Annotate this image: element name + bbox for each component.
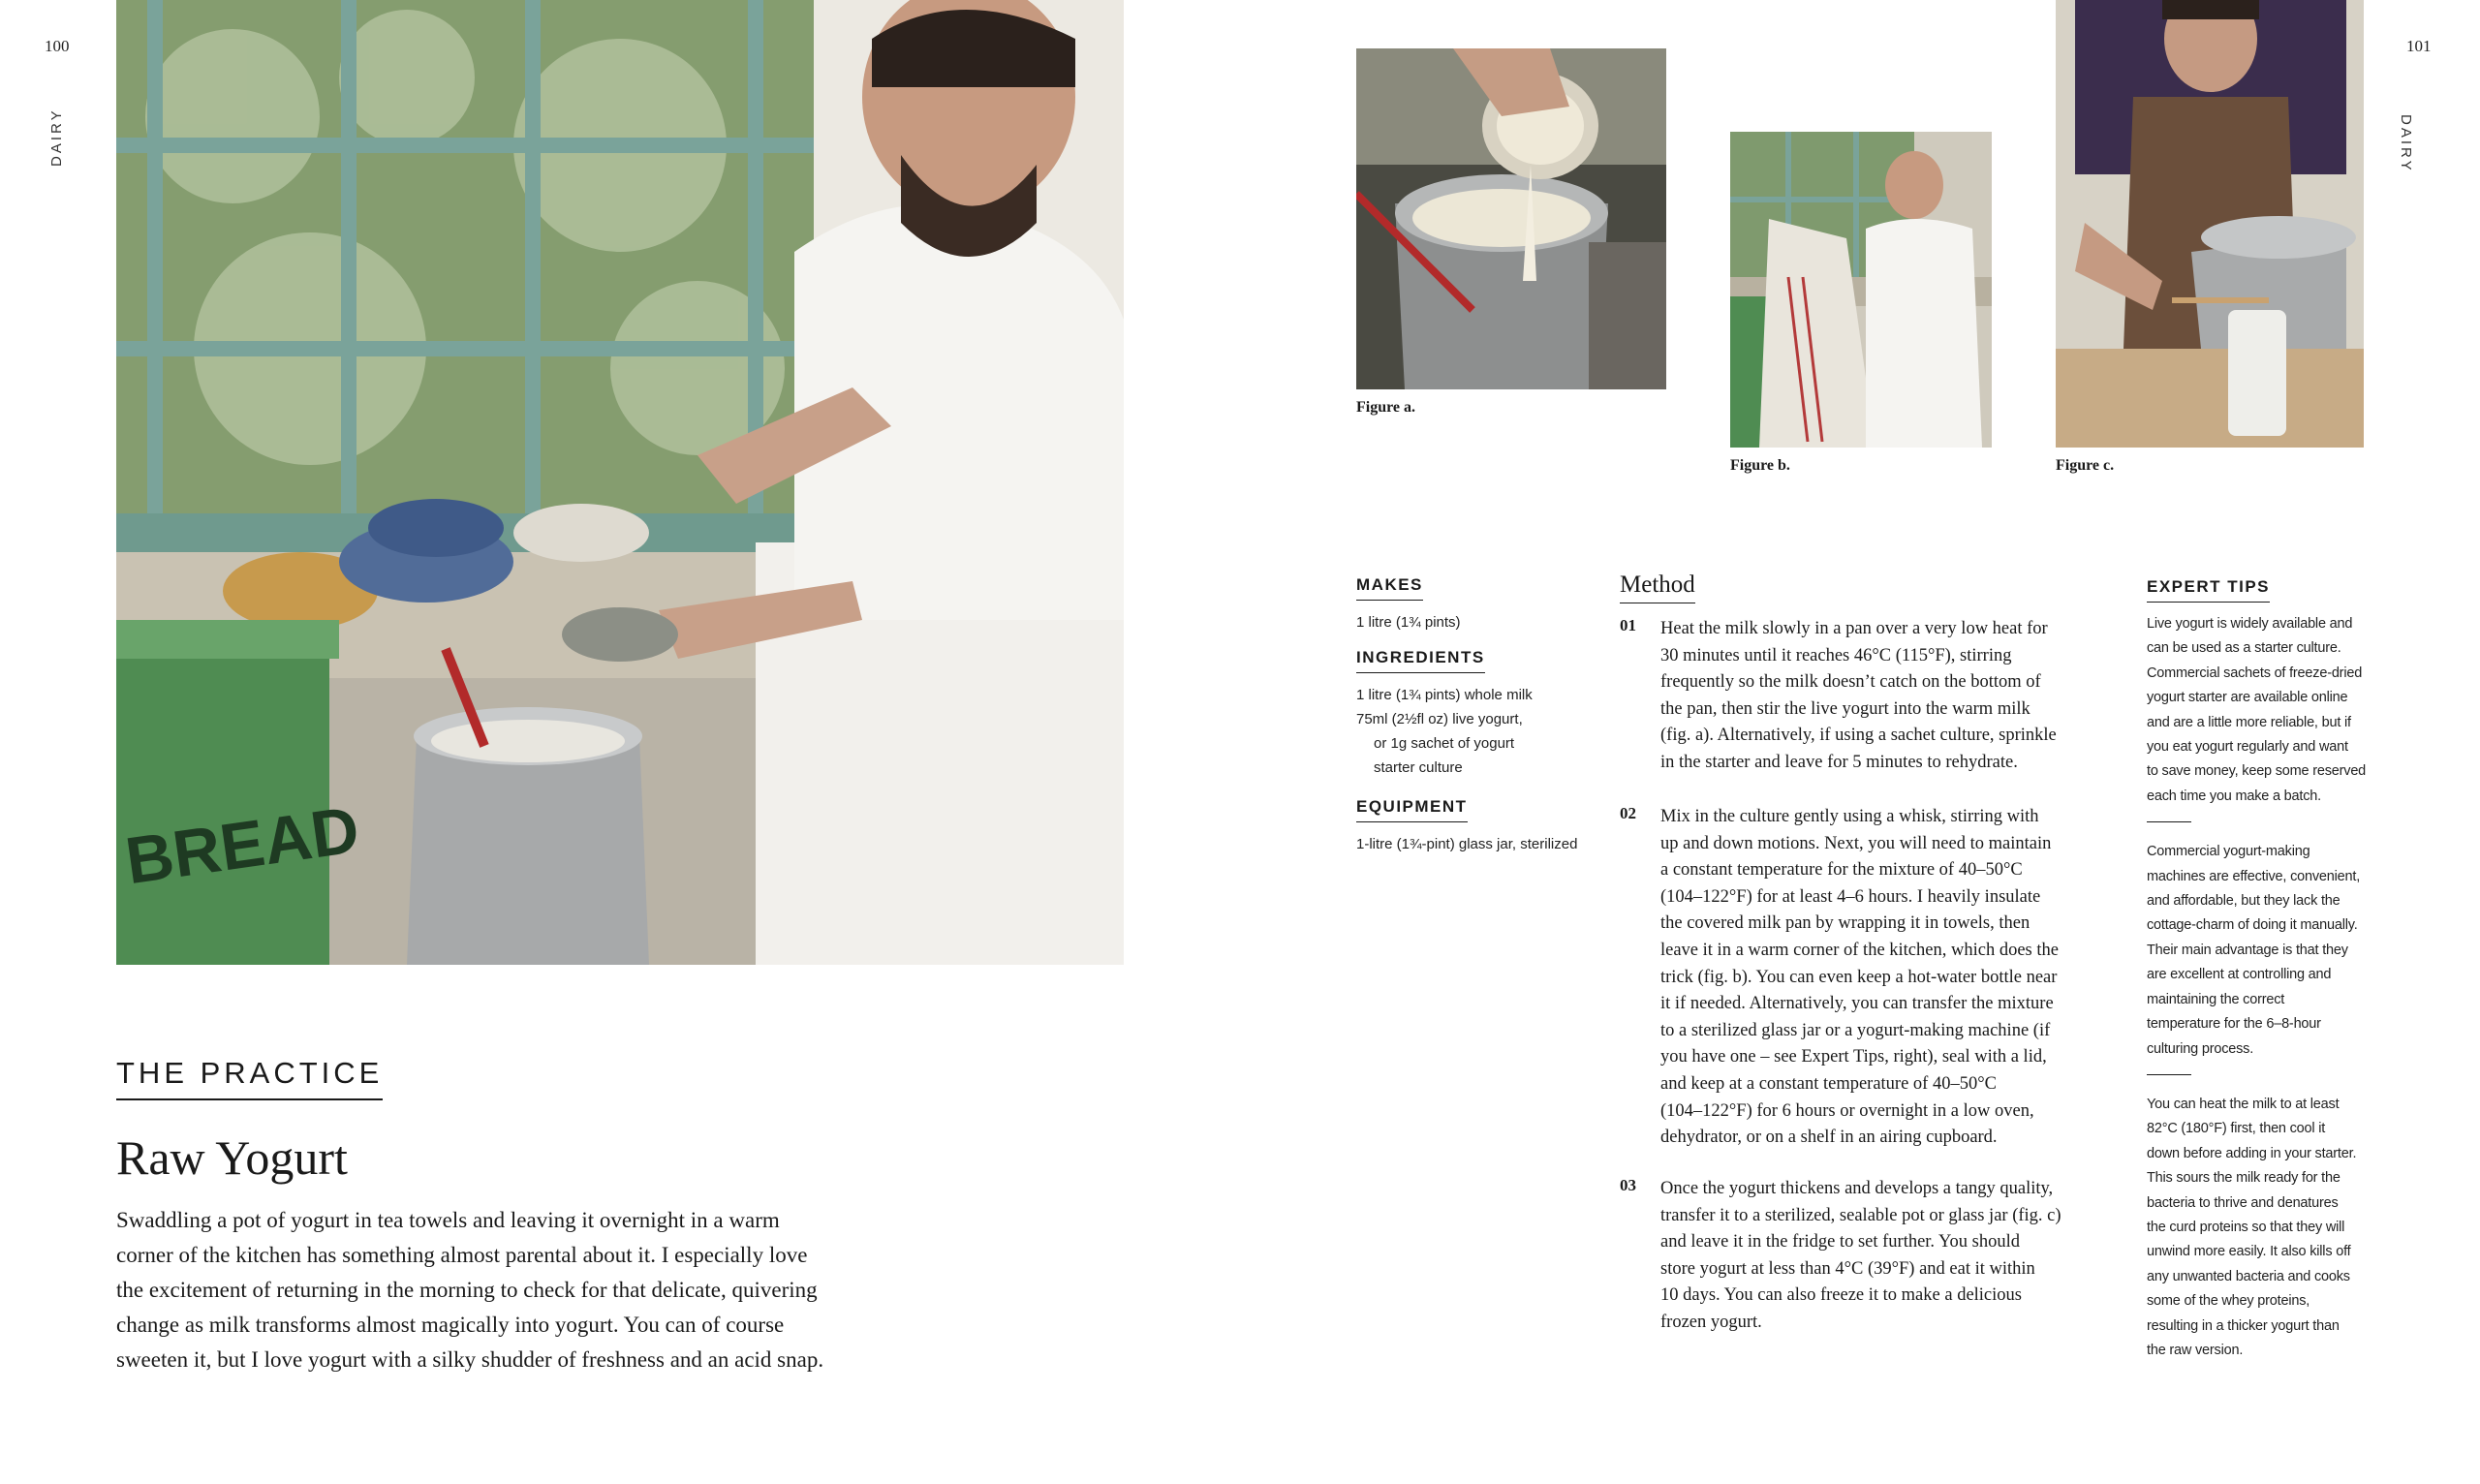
- tip-line: resulting in a thicker yogurt than: [2147, 1317, 2340, 1334]
- step-line: a constant temperature for the mixture of 40–50°C: [1660, 860, 2023, 881]
- step-number: 03: [1620, 1176, 1636, 1194]
- method-step-1: [1620, 616, 2104, 777]
- tip-line: Commercial sachets of freeze-dried: [2147, 665, 2363, 681]
- step-number: 01: [1620, 616, 1636, 634]
- ingredient-line: 75ml (2½fl oz) live yogurt,: [1356, 711, 1523, 727]
- tip-line: cottage-charm of doing it manually.: [2147, 917, 2358, 934]
- tip-line: you eat yogurt regularly and want: [2147, 739, 2348, 756]
- tip-line: the curd proteins so that they will: [2147, 1219, 2345, 1235]
- tip-line: temperature for the 6–8-hour: [2147, 1016, 2321, 1033]
- tip-line: You can heat the milk to at least: [2147, 1096, 2340, 1112]
- step-line: store yogurt at less than 4°C (39°F) and eat it within: [1660, 1258, 2035, 1279]
- figure-c-caption: Figure c.: [2056, 457, 2115, 474]
- step-line: Once the yogurt thickens and develops a tangy quality,: [1660, 1179, 2054, 1198]
- tip-line: yogurt starter are available online: [2147, 690, 2348, 706]
- step-line: and keep at a constant temperature of 40–50°C: [1660, 1073, 1997, 1094]
- intro-line: corner of the kitchen has something almost parental about it. I especially love: [116, 1243, 808, 1267]
- method-heading: Method: [1620, 572, 1695, 603]
- tip-line: any unwanted bacteria and cooks: [2147, 1268, 2350, 1284]
- step-line: (104–122°F) for 6 hours or overnight in a low oven,: [1660, 1100, 2034, 1121]
- makes-heading: MAKES: [1356, 575, 1423, 601]
- figure-b-caption: Figure b.: [1730, 457, 1790, 474]
- tip-line: to save money, keep some reserved: [2147, 763, 2367, 780]
- tip-line: Commercial yogurt-making: [2147, 844, 2310, 860]
- step-line: you have one – see Expert Tips, right), seal with a lid,: [1660, 1047, 2047, 1067]
- step-line: 30 minutes until it reaches 46°C (115°F), stirring: [1660, 645, 2012, 665]
- step-line: frequently so the milk doesn’t catch on the bottom of: [1660, 672, 2041, 693]
- intro-paragraph: [116, 1203, 940, 1377]
- tip-line: Their main advantage is that they: [2147, 942, 2348, 958]
- tip-line: maintaining the correct: [2147, 991, 2285, 1007]
- tip-line: and affordable, but they lack the: [2147, 893, 2340, 910]
- tip-line: each time you make a batch.: [2147, 788, 2321, 804]
- step-line: up and down motions. Next, you will need to maintain: [1660, 833, 2052, 853]
- step-line: (fig. a). Alternatively, if using a sachet culture, sprinkle: [1660, 726, 2057, 746]
- step-line: the covered milk pan by wrapping it in towels, then: [1660, 913, 2030, 934]
- intro-line: the excitement of returning in the morning to check for that delicate, quivering: [116, 1278, 818, 1302]
- tip-line: the raw version.: [2147, 1342, 2244, 1358]
- step-line: trick (fig. b). You can even keep a hot-water bottle near: [1660, 967, 2058, 987]
- step-line: 10 days. You can also freeze it to make a delicious: [1660, 1285, 2022, 1306]
- step-line: transfer it to a sterilized, sealable pot or glass jar (fig. c): [1660, 1205, 2062, 1225]
- step-line: Heat the milk slowly in a pan over a very low heat for: [1660, 619, 2048, 638]
- recipe-title: Raw Yogurt: [116, 1130, 348, 1185]
- tip-line: down before adding in your starter.: [2147, 1145, 2357, 1161]
- recipe-info-column: [1356, 575, 1608, 856]
- step-line: in the starter and leave for 5 minutes to rehydrate.: [1660, 752, 2018, 772]
- tip-line: bacteria to thrive and denatures: [2147, 1194, 2339, 1211]
- step-line: frozen yogurt.: [1660, 1312, 1762, 1332]
- tip-line: unwind more easily. It also kills off: [2147, 1244, 2351, 1260]
- right-page-number: 101: [2406, 37, 2432, 55]
- step-line: to a sterilized glass jar or a yogurt-making machine (if: [1660, 1020, 2051, 1040]
- figure-a-caption: Figure a.: [1356, 399, 1416, 416]
- step-number: 02: [1620, 804, 1636, 822]
- figure-c-photo: [2056, 0, 2364, 448]
- tip-line: machines are effective, convenient,: [2147, 868, 2361, 884]
- tip-line: are excellent at controlling and: [2147, 967, 2332, 983]
- method-step-3: [1620, 1176, 2104, 1337]
- method-step-2: [1620, 804, 2104, 1152]
- intro-line: sweeten it, but I love yogurt with a silky shudder of freshness and an acid snap.: [116, 1347, 824, 1372]
- equipment-heading: EQUIPMENT: [1356, 797, 1468, 822]
- expert-tips-heading: EXPERT TIPS: [2147, 577, 2270, 603]
- intro-line: change as milk transforms almost magically into yogurt. You can of course: [116, 1313, 785, 1337]
- step-line: and leave it in the fridge to set further. You should: [1660, 1232, 2020, 1252]
- tip-line: can be used as a starter culture.: [2147, 640, 2341, 657]
- makes-value: 1 litre (1¾ pints): [1356, 614, 1461, 631]
- step-line: it if needed. Alternatively, you can transfer the mixture: [1660, 994, 2054, 1014]
- tip-line: This sours the milk ready for the: [2147, 1170, 2340, 1187]
- step-line: Mix in the culture gently using a whisk, stirring with: [1660, 807, 2039, 826]
- tip-line: culturing process.: [2147, 1040, 2254, 1057]
- ingredient-line: 1 litre (1¾ pints) whole milk: [1356, 687, 1533, 703]
- ingredient-line: starter culture: [1374, 759, 1463, 776]
- step-line: leave it in a warm corner of the kitchen, which does the: [1660, 940, 2059, 960]
- left-page-number: 100: [45, 37, 70, 55]
- right-running-head: DAIRY: [2398, 114, 2414, 173]
- expert-tip-1: [2147, 612, 2379, 809]
- step-line: the pan, then stir the live yogurt into the warm milk: [1660, 698, 2030, 719]
- expert-tips-column: [2147, 577, 2379, 1363]
- left-running-head: DAIRY: [48, 108, 65, 167]
- ingredient-line: or 1g sachet of yogurt: [1374, 735, 1515, 752]
- intro-line: Swaddling a pot of yogurt in tea towels and leaving it overnight in a warm: [116, 1208, 780, 1232]
- figure-b-photo: [1730, 132, 1992, 448]
- step-line: (104–122°F) for at least 4–6 hours. I heavily insulate: [1660, 886, 2041, 907]
- figure-a-photo: [1356, 48, 1666, 389]
- tip-line: 82°C (180°F) first, then cool it: [2147, 1121, 2326, 1137]
- bread-bin-lettering: BREAD: [121, 792, 364, 899]
- tip-divider: [2147, 821, 2191, 822]
- ingredients-heading: INGREDIENTS: [1356, 648, 1485, 673]
- expert-tip-2: [2147, 840, 2379, 1062]
- ingredients-list: [1356, 683, 1608, 780]
- expert-tip-3: [2147, 1093, 2379, 1363]
- section-label: THE PRACTICE: [116, 1056, 383, 1100]
- equipment-value: 1-litre (1¾-pint) glass jar, sterilized: [1356, 836, 1578, 852]
- step-line: dehydrator, or on a shelf in an airing cupboard.: [1660, 1128, 1998, 1148]
- tip-line: and are a little more reliable, but if: [2147, 714, 2351, 730]
- tip-divider: [2147, 1074, 2191, 1075]
- hero-photo: [116, 0, 1124, 965]
- tip-line: Live yogurt is widely available and: [2147, 616, 2353, 632]
- tip-line: some of the whey proteins,: [2147, 1293, 2310, 1310]
